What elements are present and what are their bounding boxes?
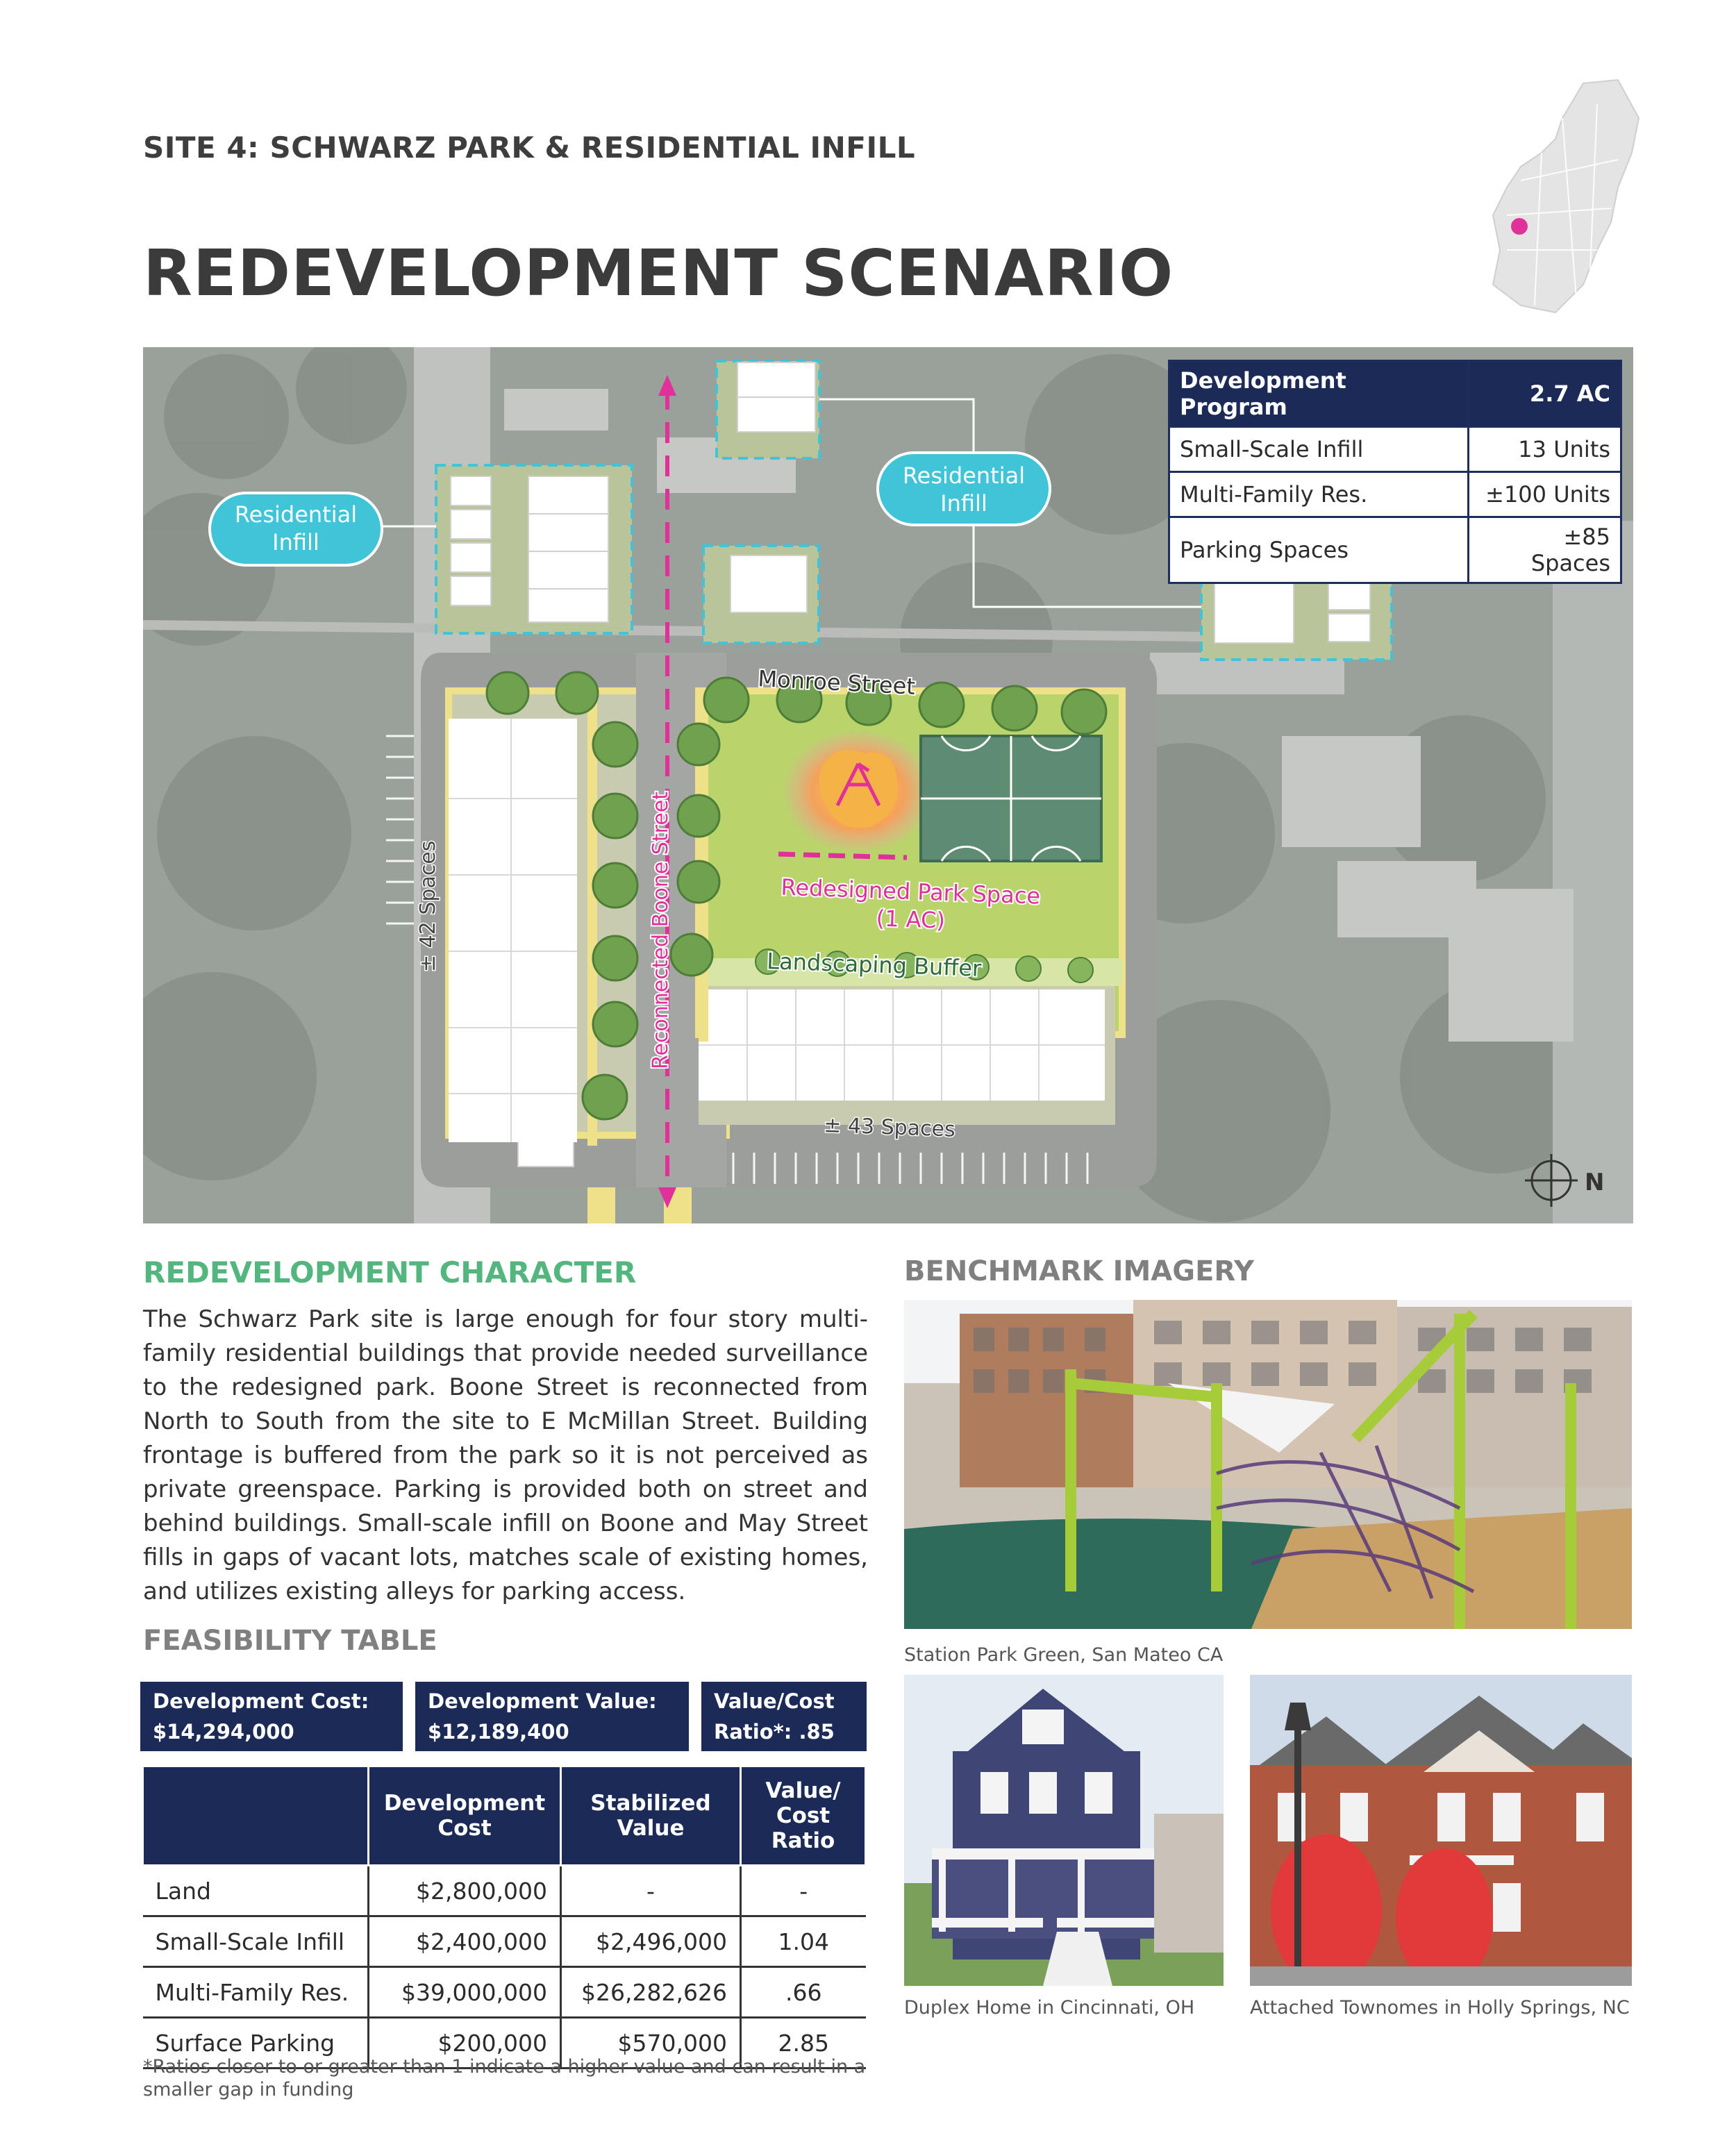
- feas-col-stabilized-value: Stabilized Value: [561, 1766, 741, 1866]
- dp-row-value: ±85 Spaces: [1468, 517, 1621, 583]
- dp-row-label: Small-Scale Infill: [1169, 427, 1469, 472]
- character-paragraph: The Schwarz Park site is large enough for four story multi-family residential buildings that provide needed surveillance to the redesigned park. Boone Street is reconnected from North to South from the site to E McMillan Street. Building frontage is buffered from the park so it is not perceived as private greenspace. Parking is provided both on street and behind buildings. Small-scale infill on Boone and May Street fills in gaps of vacant lots, matches scale of existing homes, and utilizes existing alleys for parking access.: [143, 1305, 868, 1605]
- development-value-value: $12,189,400: [428, 1720, 569, 1744]
- development-cost-box: [140, 1682, 403, 1751]
- location-minimap: [1479, 76, 1646, 319]
- character-heading: REDEVELOPMENT CHARACTER: [143, 1255, 637, 1289]
- feas-cell: $570,000: [561, 2018, 741, 2069]
- duplex-photo: [904, 1675, 1224, 1986]
- feas-cell: Multi-Family Res.: [143, 1967, 369, 2018]
- spaces-west-label: ± 42 Spaces: [416, 840, 440, 972]
- feas-cell: $2,496,000: [561, 1916, 741, 1967]
- ratio-value: Ratio*: .85: [714, 1720, 835, 1744]
- development-cost-value: $14,294,000: [153, 1720, 294, 1744]
- feas-col-ratio: Value/ Cost Ratio: [741, 1766, 866, 1866]
- feas-cell: $2,800,000: [369, 1866, 561, 1916]
- residential-infill-label-right-2: Infill: [940, 490, 987, 517]
- residential-infill-label-right-1: Residential: [902, 462, 1026, 489]
- development-program-table: [1168, 360, 1622, 584]
- station-park-caption: Station Park Green, San Mateo CA: [904, 1644, 1224, 1666]
- feas-cell: $39,000,000: [369, 1967, 561, 2018]
- feas-cell: Small-Scale Infill: [143, 1916, 369, 1967]
- townhomes-photo: [1250, 1675, 1632, 1986]
- feas-cell: $26,282,626: [561, 1967, 741, 2018]
- development-cost-label: Development Cost:: [153, 1689, 369, 1713]
- north-label: N: [1585, 1169, 1605, 1196]
- dp-header-label: Development Program: [1169, 361, 1469, 427]
- table-row: [143, 1967, 866, 2018]
- dp-row-value: ±100 Units: [1468, 472, 1621, 517]
- duplex-caption: Duplex Home in Cincinnati, OH: [904, 1997, 1195, 2019]
- table-row: [143, 1916, 866, 1967]
- feasibility-footnote: *Ratios closer to or greater than 1 indicate a higher value and can result in a smaller gap in funding: [143, 2056, 866, 2100]
- feasibility-table: [142, 1765, 867, 2069]
- feas-col-dev-cost: Development Cost: [369, 1766, 561, 1866]
- page-title: REDEVELOPMENT SCENARIO: [143, 236, 1174, 310]
- feas-cell: -: [741, 1866, 866, 1916]
- feasibility-heading: FEASIBILITY TABLE: [143, 1625, 437, 1657]
- park-space-label-1: Redesigned Park Space: [781, 874, 1041, 910]
- dp-row: [1169, 517, 1621, 583]
- residential-infill-label-left-2: Infill: [272, 529, 319, 555]
- feas-cell: Surface Parking: [143, 2018, 369, 2069]
- development-value-box: [415, 1682, 689, 1751]
- development-value-label: Development Value:: [428, 1689, 657, 1713]
- dp-row: [1169, 427, 1621, 472]
- residential-infill-label-left-1: Residential: [234, 501, 358, 528]
- feas-cell: 1.04: [741, 1916, 866, 1967]
- dp-row-label: Multi-Family Res.: [1169, 472, 1469, 517]
- feas-col-blank: [143, 1766, 369, 1866]
- site-location-marker: [1511, 218, 1528, 235]
- value-cost-ratio-box: [701, 1682, 867, 1751]
- park-space-label-2: (1 AC): [876, 905, 946, 934]
- dp-row-value: 13 Units: [1468, 427, 1621, 472]
- site-label: SITE 4: SCHWARZ PARK & RESIDENTIAL INFILL: [143, 131, 916, 165]
- dp-row-label: Parking Spaces: [1169, 517, 1469, 583]
- monroe-street-label: Monroe Street: [757, 665, 916, 700]
- feas-cell: $200,000: [369, 2018, 561, 2069]
- townhomes-caption: Attached Townomes in Holly Springs, NC: [1250, 1997, 1630, 2019]
- feas-cell: 2.85: [741, 2018, 866, 2069]
- station-park-photo: [904, 1300, 1632, 1629]
- landscaping-buffer-label: Landscaping Buffer: [766, 948, 982, 982]
- boone-street-label: Reconnected Boone Street: [649, 791, 673, 1069]
- feas-cell: Land: [143, 1866, 369, 1916]
- feas-cell: -: [561, 1866, 741, 1916]
- feas-cell: .66: [741, 1967, 866, 2018]
- feas-cell: $2,400,000: [369, 1916, 561, 1967]
- ratio-label: Value/Cost: [714, 1689, 835, 1713]
- spaces-south-label: ± 43 Spaces: [823, 1113, 956, 1142]
- benchmark-heading: BENCHMARK IMAGERY: [904, 1255, 1254, 1287]
- table-row: [143, 1866, 866, 1916]
- dp-row: [1169, 472, 1621, 517]
- dp-header-acreage: 2.7 AC: [1468, 361, 1621, 427]
